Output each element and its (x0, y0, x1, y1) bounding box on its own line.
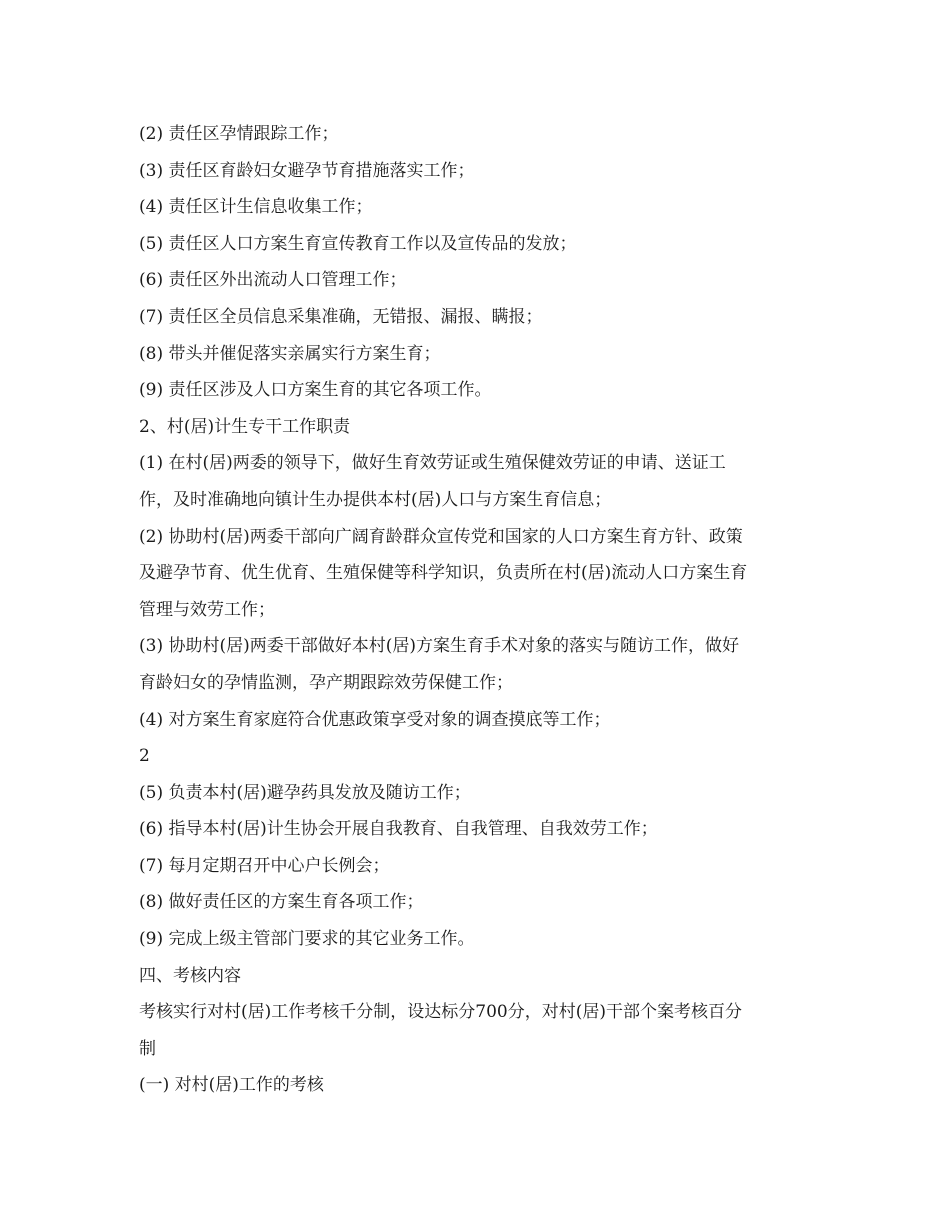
section-heading: 四、考核内容 (139, 965, 241, 986)
text-line: (9) 责任区涉及人口方案生育的其它各项工作。 (139, 380, 492, 401)
text-line: (7) 每月定期召开中心户长例会； (139, 855, 390, 876)
text-line: 作，及时准确地向镇计生办提供本村(居)人口与方案生育信息； (139, 489, 612, 510)
subsection-heading: (一) 对村(居)工作的考核 (139, 1075, 324, 1096)
text-line: (4) 对方案生育家庭符合优惠政策享受对象的调查摸底等工作； (139, 709, 611, 730)
text-line: (3) 责任区育龄妇女避孕节育措施落实工作； (139, 160, 475, 181)
text-line: (8) 做好责任区的方案生育各项工作； (139, 892, 424, 913)
text-line: (1) 在村(居)两委的领导下，做好生育效劳证或生殖保健效劳证的申请、送证工 (139, 453, 726, 474)
text-line: 及避孕节育、优生优育、生殖保健等科学知识，负责所在村(居)流动人口方案生育 (139, 563, 748, 584)
text-line: (3) 协助村(居)两委干部做好本村(居)方案生育手术对象的落实与随访工作，做好 (139, 636, 740, 657)
page-number: 2 (139, 746, 150, 767)
text-line: (8) 带头并催促落实亲属实行方案生育； (139, 343, 441, 364)
document-body (139, 116, 829, 1104)
text-line: (4) 责任区计生信息收集工作； (139, 197, 373, 218)
text-line: (2) 协助村(居)两委干部向广阔育龄群众宣传党和国家的人口方案生育方针、政策 (139, 526, 743, 547)
text-line: (6) 责任区外出流动人口管理工作； (139, 270, 407, 291)
text-line: (7) 责任区全员信息采集准确，无错报、漏报、瞒报； (139, 306, 543, 327)
text-line: 制 (139, 1038, 156, 1059)
text-line: 育龄妇女的孕情监测，孕产期跟踪效劳保健工作； (139, 672, 513, 693)
text-line: (6) 指导本村(居)计生协会开展自我教育、自我管理、自我效劳工作； (139, 819, 658, 840)
text-line: (5) 责任区人口方案生育宣传教育工作以及宣传品的发放； (139, 233, 577, 254)
text-line: (9) 完成上级主管部门要求的其它业务工作。 (139, 929, 475, 950)
text-line: (2) 责任区孕情跟踪工作； (139, 124, 339, 144)
text-line: 管理与效劳工作； (139, 599, 275, 620)
text-line: 考核实行对村(居)工作考核千分制，设达标分700分，对村(居)干部个案考核百分 (139, 1002, 742, 1023)
section-heading: 2、村(居)计生专干工作职责 (139, 416, 351, 437)
text-line: (5) 负责本村(居)避孕药具发放及随访工作； (139, 782, 471, 803)
